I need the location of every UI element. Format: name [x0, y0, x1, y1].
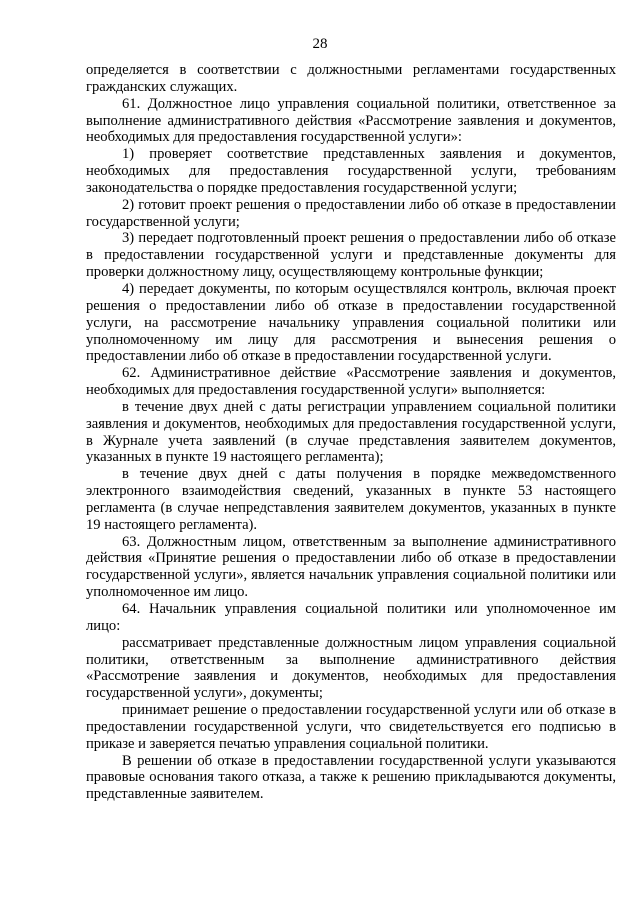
document-body: [86, 62, 616, 803]
paragraph-continuation: определяется в соответствии с должностными регламентами государственных гражданских служащих.: [86, 62, 616, 95]
paragraph-64-item-2: принимает решение о предоставлении государственной услуги или об отказе в предоставлении государственной услуги, что свидетельствуется его подписью в приказе и заверяется печатью управления социальной политики.: [86, 702, 616, 752]
paragraph-64-item-1: рассматривает представленные должностным лицом управления социальной политики, ответственным за выполнение административного действия «Рассмотрение заявления и документов, необходимых для предоставления государственной услуги», документы;: [86, 634, 616, 702]
paragraph-61: 61. Должностное лицо управления социальной политики, ответственное за выполнение административного действия «Рассмотрение заявления и документов, необходимых для предоставления государственной услуги»:: [86, 95, 616, 146]
paragraph-61-item-1: 1) проверяет соответствие представленных заявления и документов, необходимых для предоставления государственной услуги, требованиям законодательства о порядке предоставления государственной услуги;: [86, 146, 616, 196]
paragraph-refusal-grounds: В решении об отказе в предоставлении государственной услуги указываются правовые основания такого отказа, а также к решению прикладываются документы, представленные заявителем.: [86, 752, 616, 803]
paragraph-62-case-1: в течение двух дней с даты регистрации управлением социальной политики заявления и документов, необходимых для предоставления государственной услуги, в Журнале учета заявлений (в случае представления заявителем документов, указанных в пункте 19 настоящего регламента);: [86, 398, 616, 466]
paragraph-62: 62. Административное действие «Рассмотрение заявления и документов, необходимых для предоставления государственной услуги» выполняется:: [86, 365, 616, 399]
paragraph-61-item-2: 2) готовит проект решения о предоставлении либо об отказе в предоставлении государственной услуги;: [86, 196, 616, 230]
paragraph-62-case-2: в течение двух дней с даты получения в порядке межведомственного электронного взаимодействия сведений, указанных в пункте 53 настоящего регламента (в случае непредставления заявителем документов, указанных в пункте 19 настоящего регламента).: [86, 466, 616, 533]
page-number: 28: [312, 36, 328, 52]
paragraph-61-item-3: 3) передает подготовленный проект решения о предоставлении либо об отказе в предоставлении государственной услуги и представленные документы для проверки должностному лицу, осуществляющему контрольные функции;: [86, 230, 616, 281]
paragraph-64: 64. Начальник управления социальной политики или уполномоченное им лицо:: [86, 601, 616, 634]
paragraph-61-item-4: 4) передает документы, по которым осуществлялся контроль, включая проект решения о предоставлении либо об отказе в предоставлении государственной услуги, на рассмотрение начальнику управления социальной политики или уполномоченному им лицу для рассмотрения и вынесения решения о предоставлении либо об отказе в предоставлении государственной услуги.: [86, 280, 616, 365]
paragraph-63: 63. Должностным лицом, ответственным за выполнение административного действия «Принятие решения о предоставлении либо об отказе в предоставлении государственной услуги», является начальник управления социальной политики или уполномоченное им лицо.: [86, 533, 616, 601]
